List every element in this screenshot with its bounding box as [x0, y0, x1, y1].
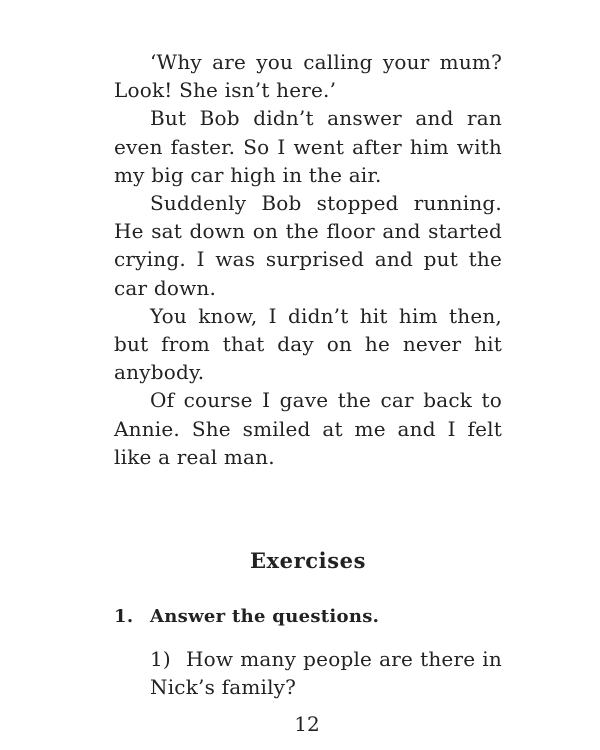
story-paragraph-2: But Bob didn’t answer and ran even faster. So I went after him with my big car high in the air. — [114, 106, 502, 187]
page-number: 12 — [294, 712, 320, 736]
exercise-task — [114, 602, 504, 632]
question-number: 1) — [150, 647, 171, 671]
story-paragraph-4: You know, I didn’t hit him then, but from that day on he never hit anybody. — [114, 303, 502, 385]
exercise-question — [150, 645, 502, 702]
story-text — [114, 48, 502, 471]
story-paragraph-1: ‘Why are you calling your mum? Look! She isn’t here.’ — [114, 50, 502, 103]
story-paragraph-5: Of course I gave the car back to Annie. She smiled at me and I felt like a real man. — [114, 388, 502, 469]
task-number: 1. — [114, 606, 134, 627]
exercises-heading: Exercises — [249, 548, 367, 573]
task-instruction: Answer the questions. — [150, 606, 380, 627]
question-text: How many people are there in Nick’s family? — [150, 647, 502, 700]
story-paragraph-3: Suddenly Bob stopped running. He sat down on the floor and started crying. I was surprised and put the car down. — [114, 191, 502, 300]
